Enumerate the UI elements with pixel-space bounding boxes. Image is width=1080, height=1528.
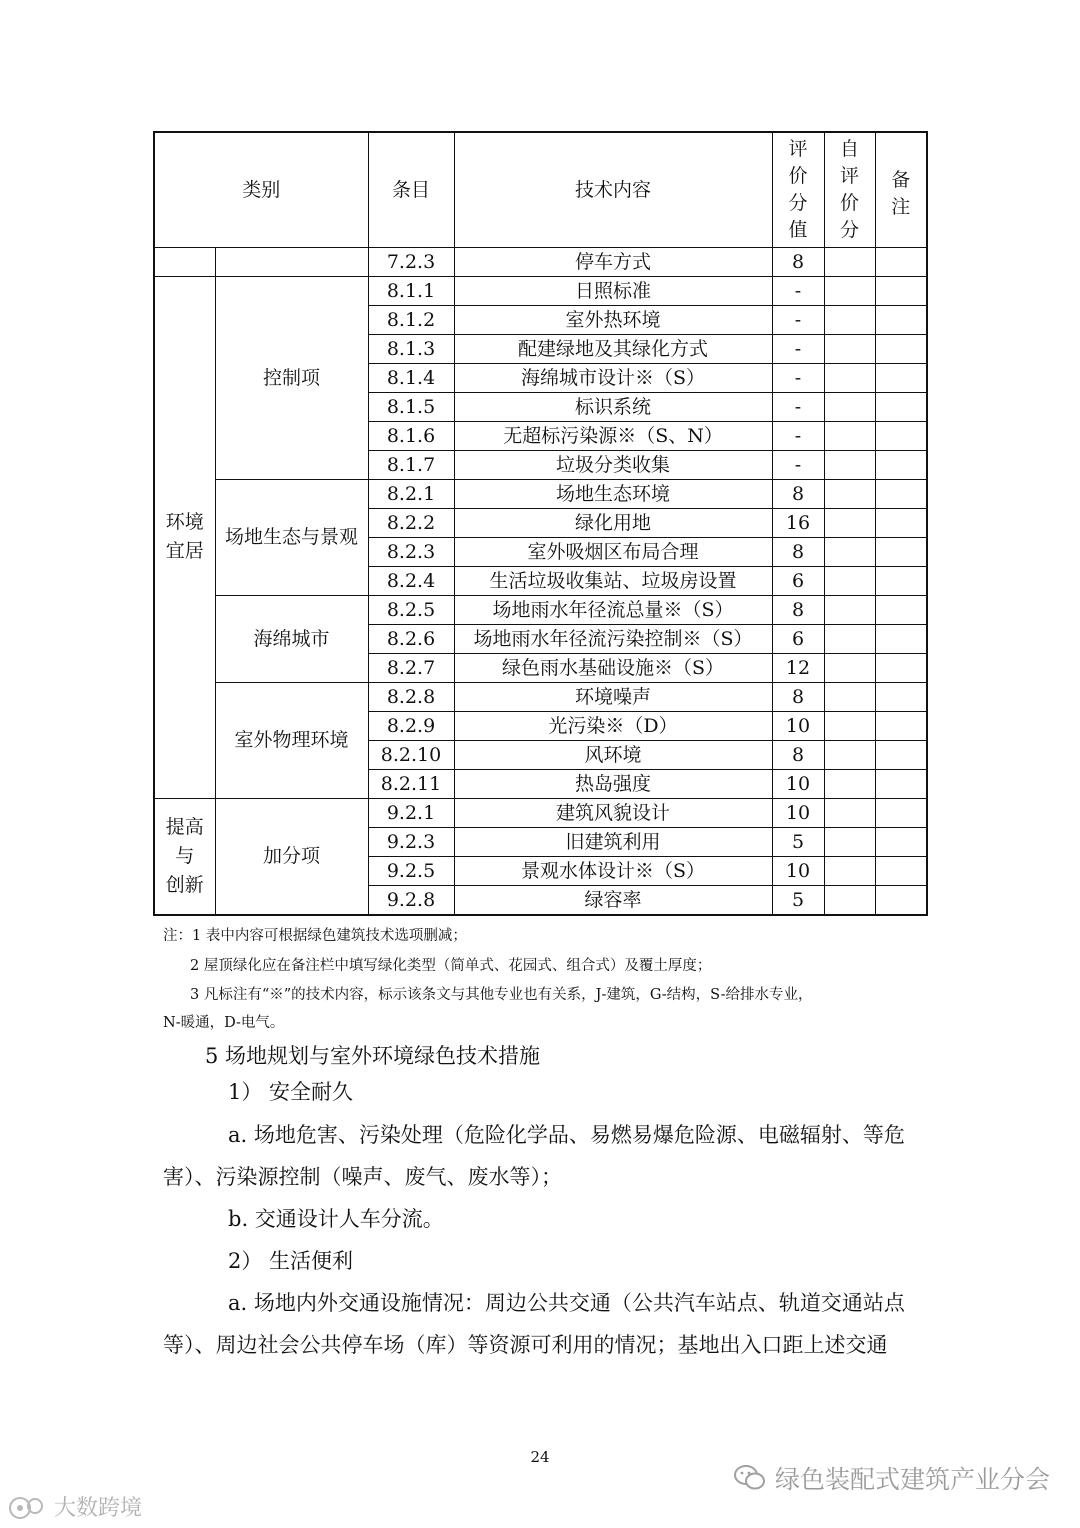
row-remark [875, 508, 927, 537]
row-item: 8.2.8 [368, 682, 454, 711]
table-row [154, 798, 927, 827]
group-cell: 场地生态与景观 [215, 479, 368, 595]
row-score: 16 [772, 508, 824, 537]
row-self-score [824, 885, 875, 915]
paragraph-3a: a. 场地内外交通设施情况：周边公共交通（公共汽车站点、轨道交通站点 [228, 1291, 905, 1315]
paragraph-1b: 害）、污染源控制（噪声、废气、废水等）； [163, 1165, 562, 1189]
row-content: 环境噪声 [454, 682, 772, 711]
header-score: 评 价 分 值 [772, 132, 824, 247]
row-remark [875, 247, 927, 276]
row-item: 8.2.11 [368, 769, 454, 798]
row-item: 8.2.1 [368, 479, 454, 508]
row-content: 绿化用地 [454, 508, 772, 537]
row-content: 室外吸烟区布局合理 [454, 537, 772, 566]
row-item: 8.2.5 [368, 595, 454, 624]
row-item: 8.1.2 [368, 305, 454, 334]
row-remark [875, 363, 927, 392]
row-self-score [824, 798, 875, 827]
row-remark [875, 624, 927, 653]
row-remark [875, 827, 927, 856]
row-self-score [824, 537, 875, 566]
table-note-1: 注：1 表中内容可根据绿色建筑技术选项删减； [163, 928, 467, 944]
row-self-score [824, 624, 875, 653]
row-remark [875, 682, 927, 711]
row-item: 8.2.2 [368, 508, 454, 537]
row-content: 标识系统 [454, 392, 772, 421]
row-item: 8.1.7 [368, 450, 454, 479]
paragraph-2: b. 交通设计人车分流。 [228, 1207, 444, 1231]
header-self-score: 自 评 价 分 [824, 132, 875, 247]
row-remark [875, 798, 927, 827]
row-content: 景观水体设计※（S） [454, 856, 772, 885]
table-row [154, 682, 927, 711]
category-cell: 提高 与 创新 [154, 798, 215, 915]
page-number: 24 [530, 1448, 550, 1466]
row-item: 8.2.3 [368, 537, 454, 566]
row-content: 场地雨水年径流总量※（S） [454, 595, 772, 624]
row-item: 8.1.6 [368, 421, 454, 450]
row-score: 6 [772, 624, 824, 653]
row-score: 10 [772, 711, 824, 740]
row-item: 8.1.4 [368, 363, 454, 392]
group-cell: 加分项 [215, 798, 368, 915]
row-self-score [824, 682, 875, 711]
row-content: 建筑风貌设计 [454, 798, 772, 827]
subheading-1: 1） 安全耐久 [228, 1080, 354, 1104]
table-note-2: 2 屋顶绿化应在备注栏中填写绿化类型（简单式、花园式、组合式）及覆土厚度； [190, 958, 712, 974]
row-item: 9.2.5 [368, 856, 454, 885]
table-row [154, 595, 927, 624]
row-remark [875, 769, 927, 798]
evaluation-table [153, 131, 928, 916]
row-content: 场地生态环境 [454, 479, 772, 508]
row-self-score [824, 450, 875, 479]
row-score: 8 [772, 247, 824, 276]
row-self-score [824, 653, 875, 682]
row-score: 8 [772, 479, 824, 508]
group-cell: 控制项 [215, 276, 368, 479]
row-score: 10 [772, 798, 824, 827]
row-self-score [824, 421, 875, 450]
row-content: 生活垃圾收集站、垃圾房设置 [454, 566, 772, 595]
row-score: - [772, 421, 824, 450]
row-score: 12 [772, 653, 824, 682]
row-remark [875, 276, 927, 305]
row-score: 10 [772, 769, 824, 798]
row-remark [875, 653, 927, 682]
row-score: - [772, 305, 824, 334]
row-content: 室外热环境 [454, 305, 772, 334]
row-score: 8 [772, 682, 824, 711]
row-remark [875, 334, 927, 363]
row-content: 光污染※（D） [454, 711, 772, 740]
row-self-score [824, 827, 875, 856]
row-self-score [824, 305, 875, 334]
table-note-3: 3 凡标注有“※”的技术内容，标示该条文与其他专业也有关系，J-建筑，G-结构，S-给排水专业， [190, 987, 813, 1003]
row-self-score [824, 740, 875, 769]
row-self-score [824, 566, 875, 595]
row-content: 场地雨水年径流污染控制※（S） [454, 624, 772, 653]
table-note-3-cont: N-暖通，D-电气。 [163, 1015, 285, 1031]
row-content: 配建绿地及其绿化方式 [454, 334, 772, 363]
watermark-right-text: 绿色装配式建筑产业分会 [774, 1465, 1050, 1494]
wechat-icon [733, 1464, 767, 1492]
row-content: 热岛强度 [454, 769, 772, 798]
row-item: 8.2.7 [368, 653, 454, 682]
watermark-right [733, 1460, 1050, 1496]
row-content: 绿色雨水基础设施※（S） [454, 653, 772, 682]
row-remark [875, 856, 927, 885]
watermark-left-text: 大数跨境 [54, 1496, 143, 1521]
row-item: 9.2.8 [368, 885, 454, 915]
row-remark [875, 711, 927, 740]
row-score: 8 [772, 740, 824, 769]
row-content: 海绵城市设计※（S） [454, 363, 772, 392]
row-score: 5 [772, 827, 824, 856]
row-content: 风环境 [454, 740, 772, 769]
row-self-score [824, 334, 875, 363]
row-content: 日照标准 [454, 276, 772, 305]
row-remark [875, 566, 927, 595]
row-self-score [824, 276, 875, 305]
paragraph-3b: 等）、周边社会公共停车场（库）等资源可利用的情况；基地出入口距上述交通 [163, 1333, 888, 1357]
table-row [154, 247, 927, 276]
table-row [154, 276, 927, 305]
row-score: 10 [772, 856, 824, 885]
row-item: 9.2.3 [368, 827, 454, 856]
row-score: - [772, 363, 824, 392]
row-self-score [824, 363, 875, 392]
row-self-score [824, 479, 875, 508]
weibo-icon [8, 1494, 48, 1520]
row-content: 旧建筑利用 [454, 827, 772, 856]
row-remark [875, 392, 927, 421]
table-row [154, 479, 927, 508]
group-cell: 海绵城市 [215, 595, 368, 682]
row-self-score [824, 769, 875, 798]
category-cell: 环境 宜居 [154, 276, 215, 798]
row-item: 8.2.9 [368, 711, 454, 740]
row-content: 停车方式 [454, 247, 772, 276]
watermark-left [8, 1491, 142, 1522]
row-score: 8 [772, 537, 824, 566]
row-item: 7.2.3 [368, 247, 454, 276]
row-score: - [772, 450, 824, 479]
header-item: 条目 [368, 132, 454, 247]
row-self-score [824, 711, 875, 740]
row-remark [875, 305, 927, 334]
row-item: 8.2.4 [368, 566, 454, 595]
row-remark [875, 537, 927, 566]
row-self-score [824, 856, 875, 885]
row-remark [875, 885, 927, 915]
paragraph-1a: a. 场地危害、污染处理（危险化学品、易燃易爆危险源、电磁辐射、等危 [228, 1123, 905, 1147]
row-remark [875, 421, 927, 450]
row-remark [875, 740, 927, 769]
header-category: 类别 [154, 132, 368, 247]
subheading-2: 2） 生活便利 [228, 1249, 354, 1273]
row-item: 8.1.3 [368, 334, 454, 363]
row-item: 8.1.1 [368, 276, 454, 305]
row-item: 8.1.5 [368, 392, 454, 421]
row-content: 无超标污染源※（S、N） [454, 421, 772, 450]
row-content: 垃圾分类收集 [454, 450, 772, 479]
row-self-score [824, 247, 875, 276]
row-self-score [824, 595, 875, 624]
row-score: - [772, 334, 824, 363]
header-content: 技术内容 [454, 132, 772, 247]
section-heading: 5 场地规划与室外环境绿色技术措施 [205, 1044, 541, 1068]
row-item: 9.2.1 [368, 798, 454, 827]
row-self-score [824, 508, 875, 537]
row-item: 8.2.6 [368, 624, 454, 653]
row-score: 6 [772, 566, 824, 595]
row-score: - [772, 276, 824, 305]
row-score: 8 [772, 595, 824, 624]
row-content: 绿容率 [454, 885, 772, 915]
header-remark: 备 注 [875, 132, 927, 247]
row-score: 5 [772, 885, 824, 915]
row-self-score [824, 392, 875, 421]
group-cell: 室外物理环境 [215, 682, 368, 798]
row-remark [875, 595, 927, 624]
row-item: 8.2.10 [368, 740, 454, 769]
row-score: - [772, 392, 824, 421]
row-remark [875, 479, 927, 508]
row-remark [875, 450, 927, 479]
